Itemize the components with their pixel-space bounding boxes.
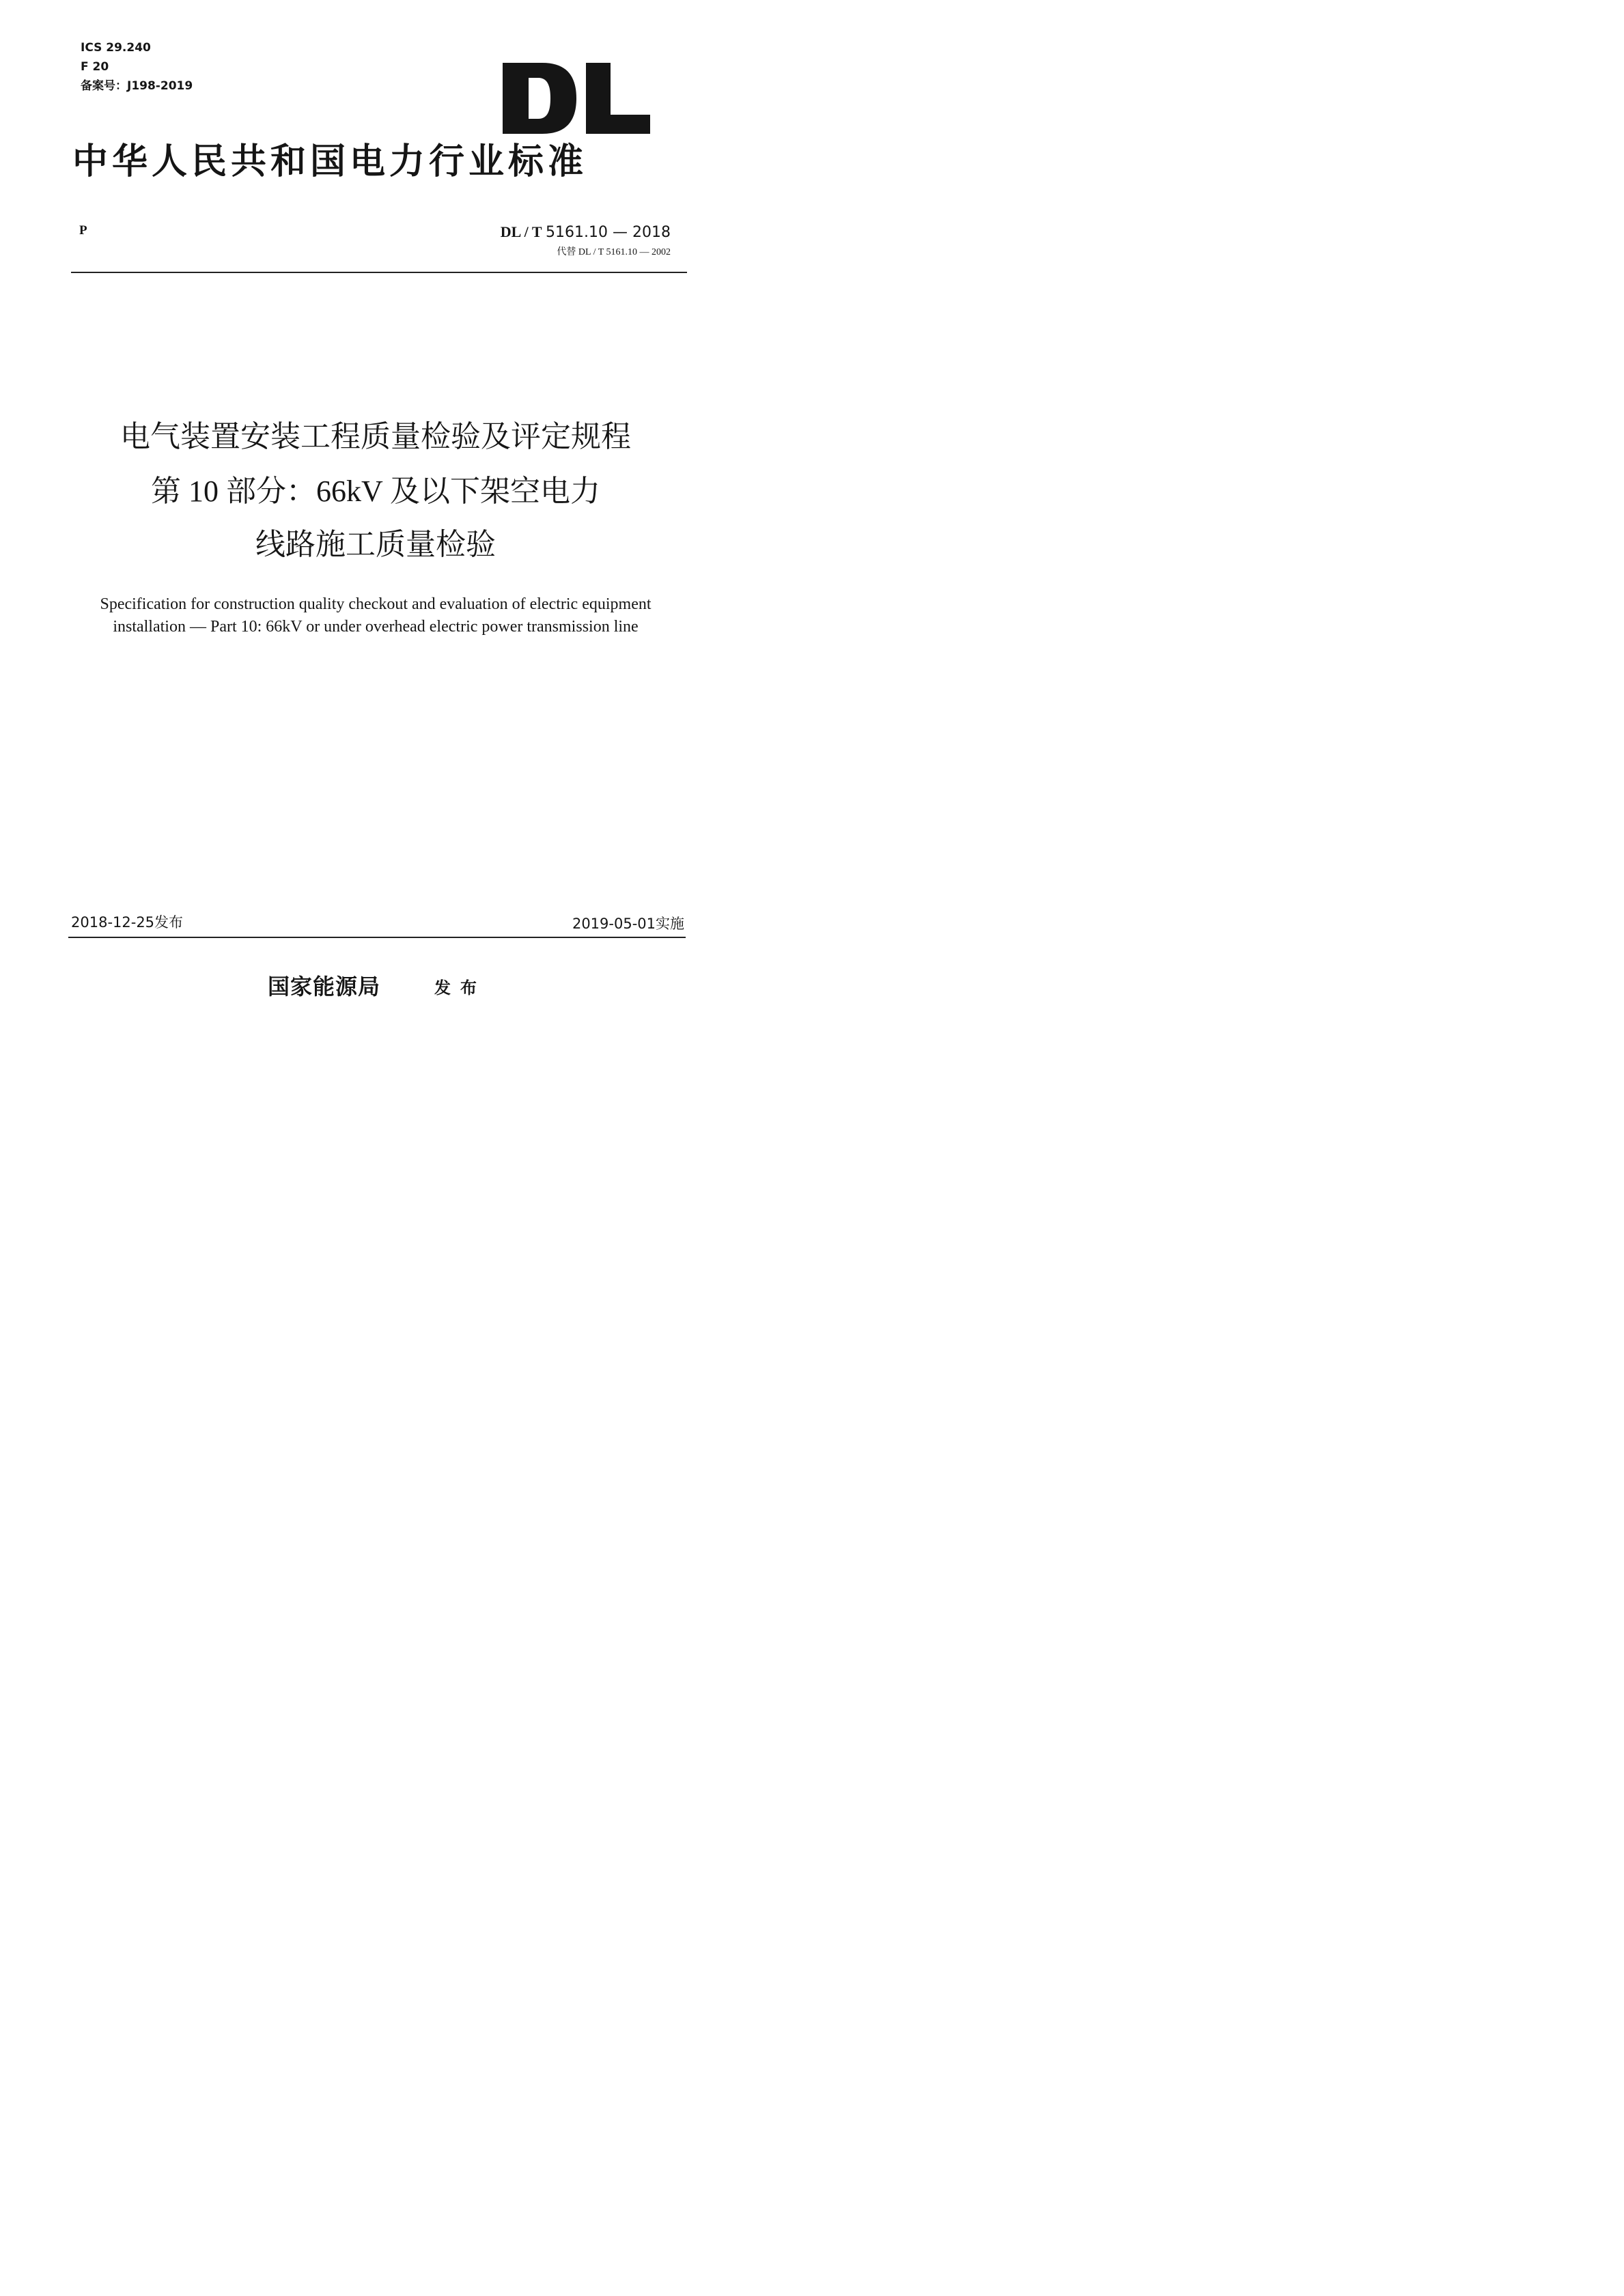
standard-number — [501, 223, 671, 241]
dl-logo — [503, 63, 650, 134]
replaces-standard: 代替 DL / T 5161.10 — 2002 — [557, 247, 671, 257]
issue-label: 发布 — [434, 978, 486, 997]
header-divider — [71, 272, 687, 273]
issue-date: 2018-12-25发布 — [71, 914, 184, 931]
standard-code: 5161.10 — 2018 — [546, 224, 671, 241]
title-en-line2: installation — Part 10: 66kV or under overhead electric power transmission line — [113, 618, 639, 636]
title-cn-line1: 电气装置安装工程质量检验及评定规程 — [120, 420, 631, 453]
title-en-line1: Specification for construction quality checkout and evaluation of electric equipment — [100, 595, 652, 613]
implementation-date: 2019-05-01实施 — [572, 916, 684, 932]
ccs-code: F 20 — [81, 60, 109, 74]
ics-code: ICS 29.240 — [81, 41, 151, 55]
standard-prefix: DL / T — [500, 223, 542, 240]
title-cn-line2: 第 10 部分：66kV 及以下架空电力 — [151, 474, 600, 508]
record-number: 备案号：J198-2019 — [81, 79, 193, 93]
category-code: P — [79, 223, 87, 238]
title-cn-line3: 线路施工质量检验 — [255, 528, 496, 561]
issuing-authority: 国家能源局 — [268, 974, 381, 999]
footer-divider — [68, 937, 686, 938]
main-title: 中华人民共和国电力行业标准 — [72, 141, 588, 182]
